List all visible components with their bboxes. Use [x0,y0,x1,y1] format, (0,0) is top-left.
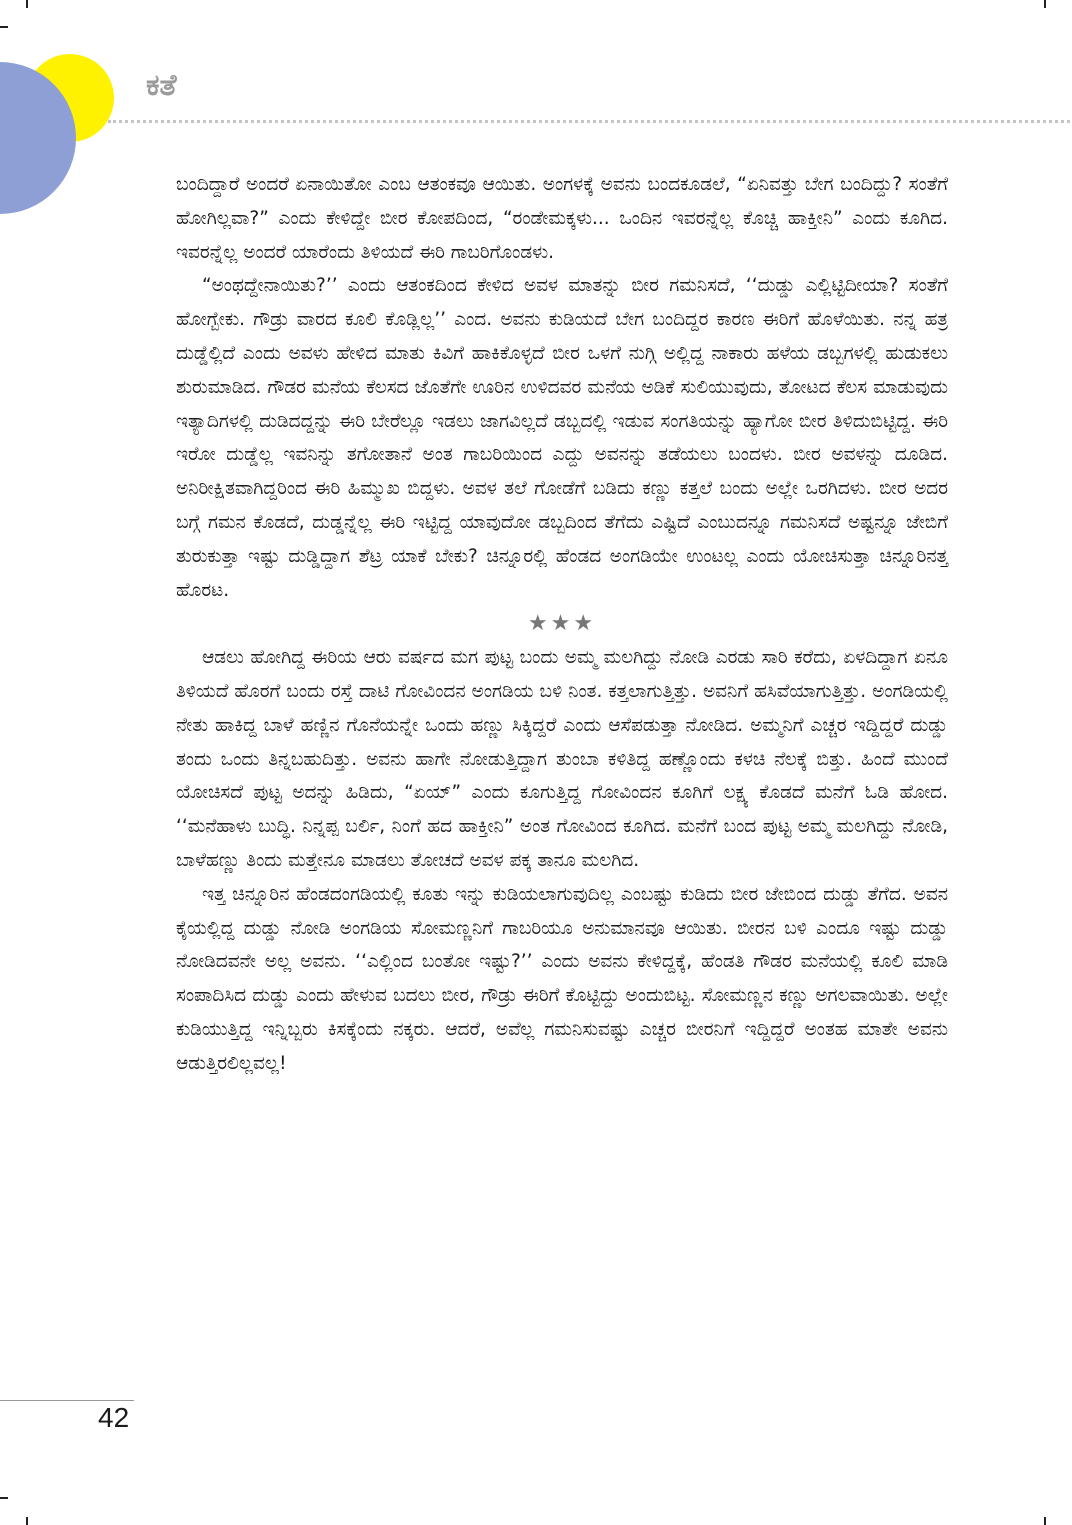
story-paragraph: ಇತ್ತ ಚಿನ್ನೂರಿನ ಹೆಂಡದಂಗಡಿಯಲ್ಲಿ ಕೂತು ಇನ್ನು ಕುಡಿಯಲಾಗುವುದಿಲ್ಲ ಎಂಬಷ್ಟು ಕುಡಿದು ಬೀರ ಜೇಬಿಂದ ದುಡ್ಡು ತೆಗೆದ. ಅವನ ಕೈಯಲ್ಲಿದ್ದ ದುಡ್ಡು ನೋಡಿ ಅಂಗಡಿಯ ಸೋಮಣ್ಣನಿಗೆ ಗಾಬರಿಯೂ ಅನುಮಾನವೂ ಆಯಿತು. ಬೀರನ ಬಳಿ ಎಂದೂ ಇಷ್ಟು ದುಡ್ಡು ನೋಡಿದವನೇ ಅಲ್ಲ ಅವನು. ‘‘ಎಲ್ಲಿಂದ ಬಂತೋ ಇಷ್ಟು?’’ ಎಂದು ಅವನು ಕೇಳಿದ್ದಕ್ಕೆ, ಹೆಂಡತಿ ಗೌಡರ ಮನೆಯಲ್ಲಿ ಕೂಲಿ ಮಾಡಿ ಸಂಪಾದಿಸಿದ ದುಡ್ಡು ಎಂದು ಹೇಳುವ ಬದಲು ಬೀರ, ಗೌಡ್ರು ಈರಿಗೆ ಕೊಟ್ಟಿದ್ದು ಅಂದುಬಿಟ್ಟ. ಸೋಮಣ್ಣನ ಕಣ್ಣು ಅಗಲವಾಯಿತು. ಅಲ್ಲೇ ಕುಡಿಯುತ್ತಿದ್ದ ಇನ್ನಿಬ್ಬರು ಕಿಸಕ್ಕೆಂದು ನಕ್ಕರು. ಆದರೆ, ಅವೆಲ್ಲ ಗಮನಿಸುವಷ್ಟು ಎಚ್ಚರ ಬೀರನಿಗೆ ಇದ್ದಿದ್ದರೆ ಅಂತಹ ಮಾತೇ ಅವನು ಆಡುತ್ತಿರಲಿಲ್ಲವಲ್ಲ! [176,883,948,1074]
page-number: 42 [98,1402,130,1433]
story-body [176,168,948,1081]
crop-mark-bottom-right [1044,1517,1046,1525]
section-divider-stars: ★★★ [527,611,597,637]
story-paragraph: ಆಡಲು ಹೋಗಿದ್ದ ಈರಿಯ ಆರು ವರ್ಷದ ಮಗ ಪುಟ್ಟ ಬಂದು ಅಮ್ಮ ಮಲಗಿದ್ದು ನೋಡಿ ಎರಡು ಸಾರಿ ಕರೆದು, ಏಳದಿದ್ದಾಗ ಏನೂ ತಿಳಿಯದೆ ಹೊರಗೆ ಬಂದು ರಸ್ತೆ ದಾಟಿ ಗೋವಿಂದನ ಅಂಗಡಿಯ ಬಳಿ ನಿಂತ. ಕತ್ತಲಾಗುತ್ತಿತ್ತು. ಅವನಿಗೆ ಹಸಿವೆಯಾಗುತ್ತಿತ್ತು. ಅಂಗಡಿಯಲ್ಲಿ ನೇತು ಹಾಕಿದ್ದ ಬಾಳೆ ಹಣ್ಣಿನ ಗೊನೆಯನ್ನೇ ಒಂದು ಹಣ್ಣು ಸಿಕ್ಕಿದ್ದರೆ ಎಂದು ಆಸೆಪಡುತ್ತಾ ನೋಡಿದ. ಅಮ್ಮನಿಗೆ ಎಚ್ಚರ ಇದ್ದಿದ್ದರೆ ದುಡ್ಡು ತಂದು ಒಂದು ತಿನ್ನಬಹುದಿತ್ತು. ಅವನು ಹಾಗೇ ನೋಡುತ್ತಿದ್ದಾಗ ತುಂಬಾ ಕಳಿತಿದ್ದ ಹಣ್ಣೊಂದು ಕಳಚಿ ನೆಲಕ್ಕೆ ಬಿತ್ತು. ಹಿಂದೆ ಮುಂದೆ ಯೋಚಿಸದೆ ಪುಟ್ಟ ಅದನ್ನು ಹಿಡಿದು, “ಏಯ್” ಎಂದು ಕೂಗುತ್ತಿದ್ದ ಗೋವಿಂದನ ಕೂಗಿಗೆ ಲಕ್ಷ್ಯ ಕೊಡದೆ ಮನೆಗೆ ಓಡಿ ಹೋದ. ‘‘ಮನೆಹಾಳು ಬುದ್ಧಿ. ನಿನ್ನಪ್ಪ ಬರ್ಲಿ, ನಿಂಗೆ ಹದ ಹಾಕ್ತೀನಿ” ಅಂತ ಗೋವಿಂದ ಕೂಗಿದ. ಮನೆಗೆ ಬಂದ ಪುಟ್ಟ ಅಮ್ಮ ಮಲಗಿದ್ದು ನೋಡಿ, ಬಾಳೆಹಣ್ಣು ತಿಂದು ಮತ್ತೇನೂ ಮಾಡಲು ತೋಚದೆ ಅವಳ ಪಕ್ಕ ತಾನೂ ಮಲಗಿದ. [176,647,948,871]
crop-mark-top-left [26,0,28,8]
story-paragraph: ಬಂದಿದ್ದಾರೆ ಅಂದರೆ ಏನಾಯಿತೋ ಎಂಬ ಆತಂಕವೂ ಆಯಿತು. ಅಂಗಳಕ್ಕೆ ಅವನು ಬಂದಕೂಡಲೆ, “ಏನಿವತ್ತು ಬೇಗ ಬಂದಿದ್ದು? ಸಂತೆಗೆ ಹೋಗಿಲ್ಲವಾ?” ಎಂದು ಕೇಳಿದ್ದೇ ಬೀರ ಕೋಪದಿಂದ, “ರಂಡೇಮಕ್ಕಳು... ಒಂದಿನ ಇವರನ್ನೆಲ್ಲ ಕೊಚ್ಚಿ ಹಾಕ್ತೀನಿ” ಎಂದು ಕೂಗಿದ. ಇವರನ್ನೆಲ್ಲ ಅಂದರೆ ಯಾರೆಂದು ತಿಳಿಯದೆ ಈರಿ ಗಾಬರಿಗೊಂಡಳು. [176,174,948,263]
crop-mark-left-upper [0,26,8,28]
header-dotted-divider [108,120,1070,123]
section-title: ಕತೆ [146,68,177,103]
crop-mark-top-right [1044,0,1046,8]
crop-mark-bottom-left [26,1517,28,1525]
crop-mark-left-lower [0,1497,8,1499]
story-paragraph: “ಅಂಥದ್ದೇನಾಯಿತು?’’ ಎಂದು ಆತಂಕದಿಂದ ಕೇಳಿದ ಅವಳ ಮಾತನ್ನು ಬೀರ ಗಮನಿಸದೆ, ‘‘ದುಡ್ಡು ಎಲ್ಲಿಟ್ಟಿದೀಯಾ? ಸಂತೆಗೆ ಹೋಗ್ಬೇಕು. ಗೌಡ್ರು ವಾರದ ಕೂಲಿ ಕೊಡ್ಲಿಲ್ಲ’’ ಎಂದ. ಅವನು ಕುಡಿಯದೆ ಬೇಗ ಬಂದಿದ್ದರ ಕಾರಣ ಈರಿಗೆ ಹೊಳೆಯಿತು. ನನ್ನ ಹತ್ರ ದುಡ್ಡೆಲ್ಲಿದೆ ಎಂದು ಅವಳು ಹೇಳಿದ ಮಾತು ಕಿವಿಗೆ ಹಾಕಿಕೊಳ್ಳದೆ ಬೀರ ಒಳಗೆ ನುಗ್ಗಿ ಅಲ್ಲಿದ್ದ ನಾಕಾರು ಹಳೆಯ ಡಬ್ಬಗಳಲ್ಲಿ ಹುಡುಕಲು ಶುರುಮಾಡಿದ. ಗೌಡರ ಮನೆಯ ಕೆಲಸದ ಜೊತೆಗೇ ಊರಿನ ಉಳಿದವರ ಮನೆಯ ಅಡಿಕೆ ಸುಲಿಯುವುದು, ತೋಟದ ಕೆಲಸ ಮಾಡುವುದು ಇತ್ಯಾದಿಗಳಲ್ಲಿ ದುಡಿದದ್ದನ್ನು ಈರಿ ಬೇರೆಲ್ಲೂ ಇಡಲು ಜಾಗವಿಲ್ಲದೆ ಡಬ್ಬದಲ್ಲಿ ಇಡುವ ಸಂಗತಿಯನ್ನು ಹ್ಯಾಗೋ ಬೀರ ತಿಳಿದುಬಿಟ್ಟಿದ್ದ. ಈರಿ ಇರೋ ದುಡ್ಡೆಲ್ಲ ಇವನಿನ್ನು ತಗೋತಾನೆ ಅಂತ ಗಾಬರಿಯಿಂದ ಎದ್ದು ಅವನನ್ನು ತಡೆಯಲು ಬಂದಳು. ಬೀರ ಅವಳನ್ನು ದೂಡಿದ. ಅನಿರೀಕ್ಷಿತವಾಗಿದ್ದರಿಂದ ಈರಿ ಹಿಮ್ಮುಖ ಬಿದ್ದಳು. ಅವಳ ತಲೆ ಗೋಡೆಗೆ ಬಡಿದು ಕಣ್ಣು ಕತ್ತಲೆ ಬಂದು ಅಲ್ಲೇ ಒರಗಿದಳು. ಬೀರ ಅದರ ಬಗ್ಗೆ ಗಮನ ಕೊಡದೆ, ದುಡ್ಡನ್ನೆಲ್ಲ ಈರಿ ಇಟ್ಟಿದ್ದ ಯಾವುದೋ ಡಬ್ಬದಿಂದ ತೆಗೆದು ಎಷ್ಟಿದೆ ಎಂಬುದನ್ನೂ ಗಮನಿಸದೆ ಅಷ್ಟನ್ನೂ ಜೇಬಿಗೆ ತುರುಕುತ್ತಾ ಇಷ್ಟು ದುಡ್ಡಿದ್ದಾಗ ಶೆಟ್ರ ಯಾಕೆ ಬೇಕು? ಚಿನ್ನೂರಲ್ಲಿ ಹೆಂಡದ ಅಂಗಡಿಯೇ ಉಂಟಲ್ಲ ಎಂದು ಯೋಚಿಸುತ್ತಾ ಚಿನ್ನೂರಿನತ್ತ ಹೊರಟ. [176,275,948,601]
